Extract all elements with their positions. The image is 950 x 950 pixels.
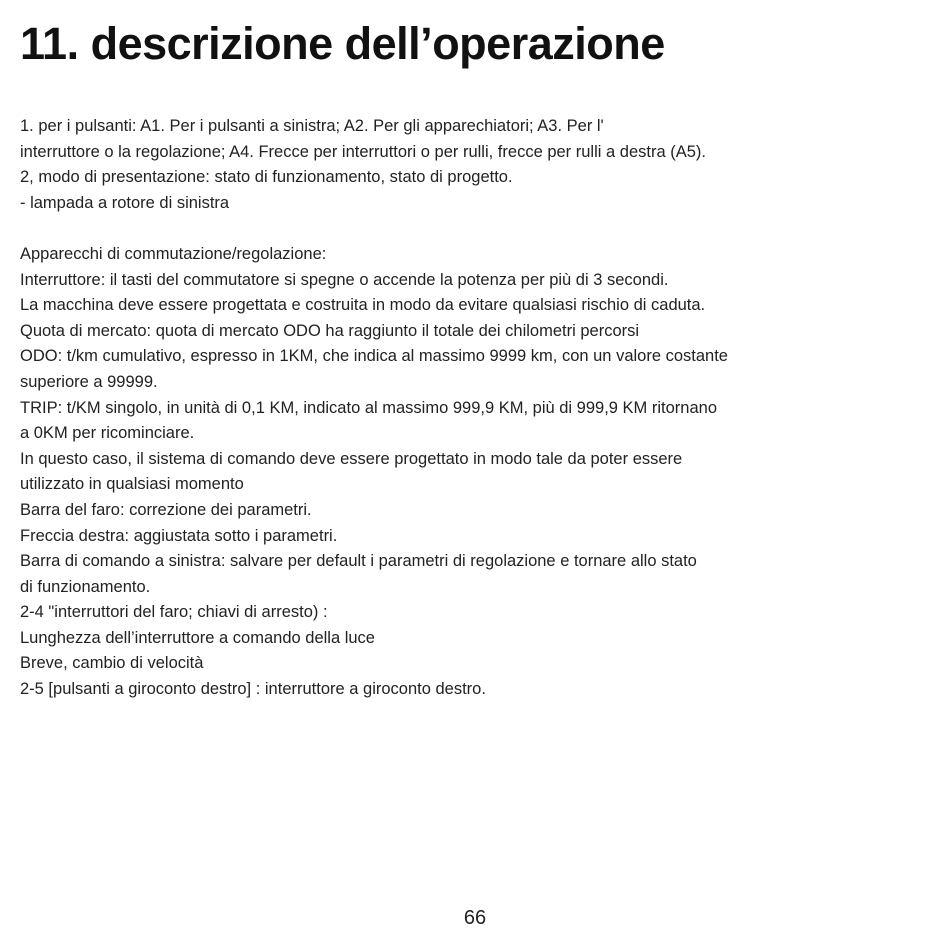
text-line: 1. per i pulsanti: A1. Per i pulsanti a sinistra; A2. Per gli apparechiatori; A3. Per l': [20, 117, 604, 135]
text-line: 2, modo di presentazione: stato di funzionamento, stato di progetto.: [20, 168, 513, 187]
text-line: 2-5 [pulsanti a giroconto destro] : interruttore a giroconto destro.: [20, 680, 486, 699]
text-line: Apparecchi di commutazione/regolazione:: [20, 244, 327, 263]
text-line: interruttore o la regolazione; A4. Frecce per interruttori o per rulli, frecce per rulli a destra (A5).: [20, 142, 706, 161]
text-line: - lampada a rotore di sinistra: [20, 193, 230, 212]
text-line: Freccia destra: aggiustata sotto i parametri.: [20, 526, 338, 545]
text-line: di funzionamento.: [20, 577, 151, 596]
page-title: 11. descrizione dell’operazione: [20, 18, 665, 69]
text-line: Barra del faro: correzione dei parametri.: [20, 500, 312, 519]
text-line: utilizzato in qualsiasi momento: [20, 475, 244, 494]
text-line: Lunghezza dell’interruttore a comando della luce: [20, 628, 375, 647]
paragraph-gap: [20, 216, 925, 242]
text-line: 2-4 "interruttori del faro; chiavi di arresto) :: [20, 603, 328, 622]
text-line: Breve, cambio di velocità: [20, 654, 204, 673]
text-line: La macchina deve essere progettata e costruita in modo da evitare qualsiasi rischio di caduta.: [20, 296, 706, 315]
text-line: TRIP: t/KM singolo, in unità di 0,1 KM, indicato al massimo 999,9 KM, più di 999,9 KM ritornano: [20, 398, 717, 417]
text-line: Barra di comando a sinistra: salvare per default i parametri di regolazione e tornare allo stato: [20, 552, 697, 571]
text-line: ODO: t/km cumulativo, espresso in 1KM, che indica al massimo 9999 km, con un valore costante: [20, 347, 728, 366]
text-line: superiore a 99999.: [20, 372, 158, 391]
page-number: 66: [463, 907, 487, 929]
text-line: a 0KM per ricominciare.: [20, 424, 195, 443]
text-line: Interruttore: il tasti del commutatore si spegne o accende la potenza per più di 3 secondi.: [20, 270, 669, 289]
text-line: Quota di mercato: quota di mercato ODO ha raggiunto il totale dei chilometri percorsi: [20, 321, 640, 340]
body-text: [20, 114, 925, 703]
text-line: In questo caso, il sistema di comando deve essere progettato in modo tale da poter essere: [20, 449, 683, 468]
